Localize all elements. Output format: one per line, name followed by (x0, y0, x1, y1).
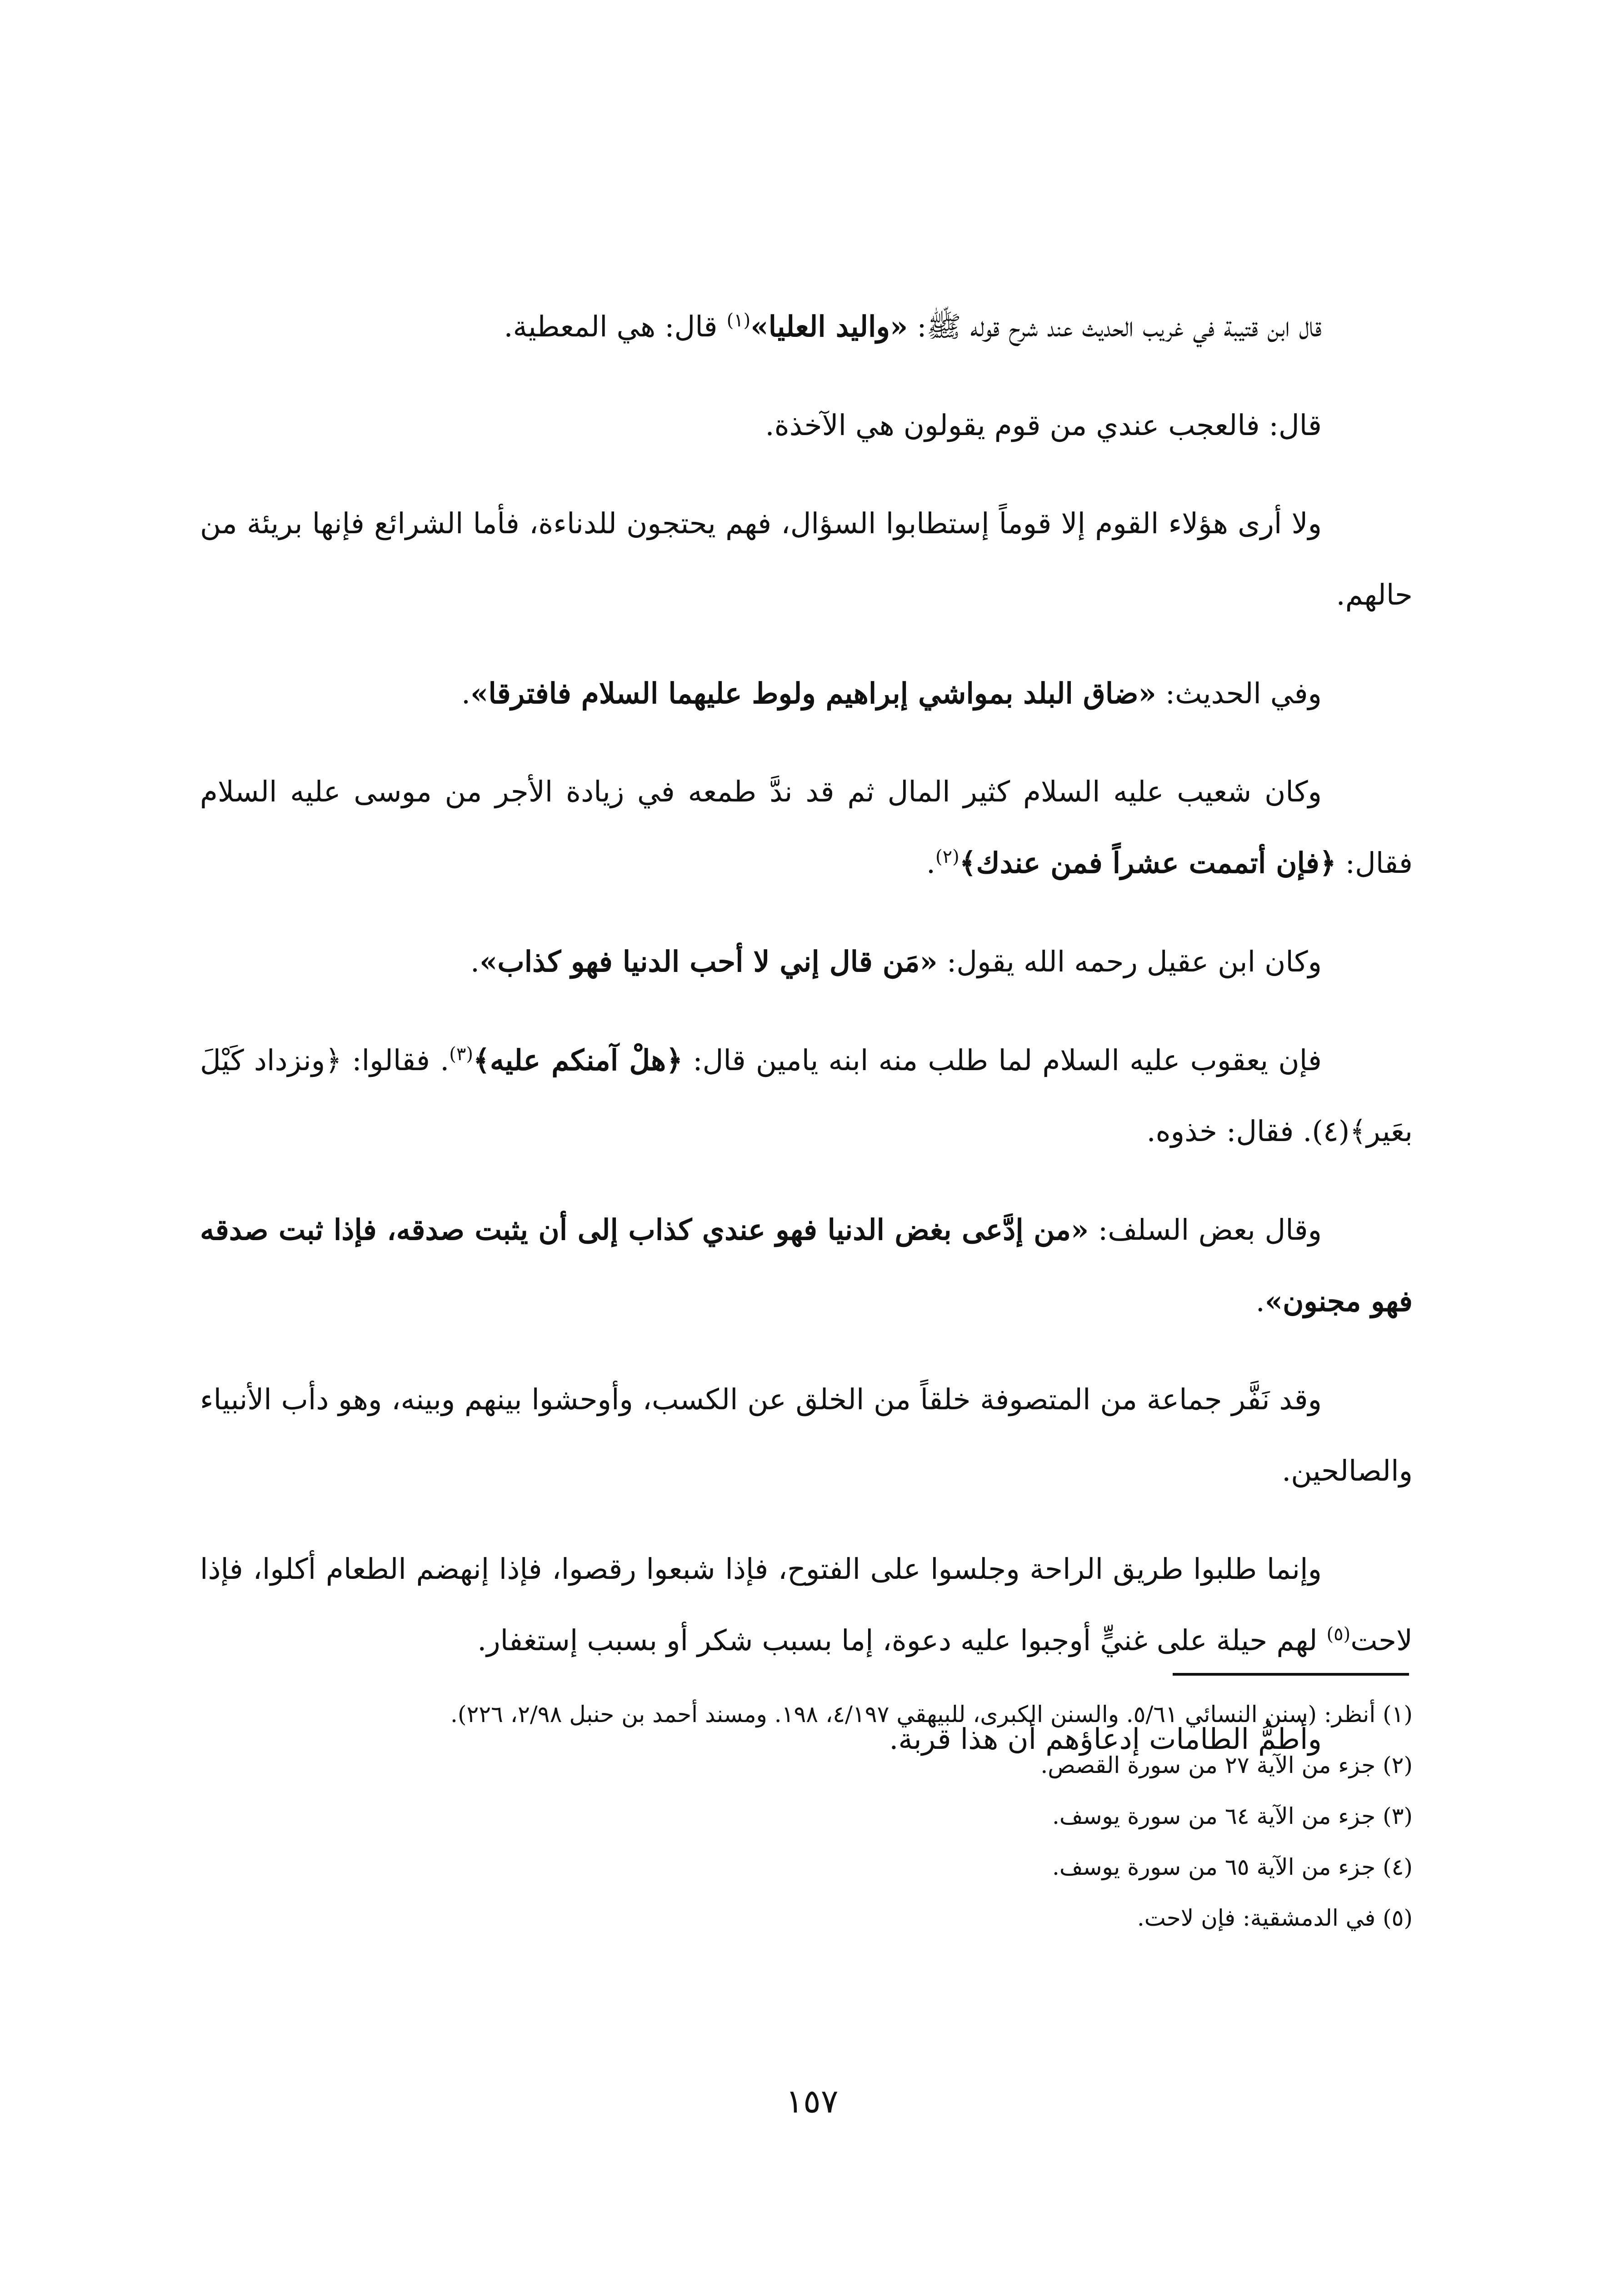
quranic-verse: ﴿فإن أتممت عشراً فمن عندك﴾ (959, 846, 1336, 880)
paragraph-text: قال ابن قتيبة في غريب الحديث عند شرح قوله ﷺ: (908, 310, 1322, 343)
footnote-ref: (٢) (935, 846, 959, 867)
paragraph-9 (200, 1364, 1413, 1507)
paragraph-text: وكان شعيب عليه السلام كثير المال ثم قد ندَّ طمعه في زيادة الأجر من موسى عليه السلام فقال: (200, 775, 1413, 880)
paragraph-6 (200, 926, 1413, 997)
paragraph-text: وقال بعض السلف: (1089, 1213, 1322, 1247)
paragraph-4 (200, 658, 1413, 729)
footnote-ref: (٣) (449, 1044, 473, 1065)
footnote-5: (٥) في الدمشقية: فإن لاحت. (1137, 1905, 1413, 1931)
paragraph-1 (200, 291, 1413, 362)
footnote-ref: (٥) (1326, 1624, 1351, 1645)
footnotes (200, 1689, 1413, 1943)
paragraph-text: . (461, 677, 471, 710)
paragraph-text: وفي الحديث: (1156, 677, 1322, 710)
paragraph-3 (200, 488, 1413, 631)
footnote-1: (١) أنظر: (سنن النسائي ٥/٦١. والسنن الكبرى، للبيهقي ٤/١٩٧، ١٩٨. ومسند أحمد بن حنبل ٢/٩٨، ٢٢٦). (450, 1701, 1413, 1727)
paragraph-text: لهم حيلة على غنيٍّ أوجبوا عليه دعوة، إما بسبب شكر أو بسبب إستغفار. (477, 1624, 1327, 1657)
paragraph-text: . (470, 945, 480, 978)
paragraph-text: فإن يعقوب عليه السلام لما طلب منه ابنه يامين قال: (683, 1044, 1322, 1077)
footnote-4: (٤) جزء من الآية ٦٥ من سورة يوسف. (1052, 1854, 1413, 1880)
footnote-ref: (١) (726, 310, 751, 331)
paragraph-5 (200, 756, 1413, 899)
quranic-verse: ﴿هلْ آمنكم عليه﴾ (473, 1043, 683, 1077)
page-number: ١٥٧ (785, 2082, 839, 2120)
quoted-text: «مَن قال إني لا أحب الدنيا فهو كذاب» (479, 945, 938, 978)
footnote-2: (٢) جزء من الآية ٢٧ من سورة القصص. (1040, 1752, 1413, 1778)
paragraph-text: قال: فالعجب عندي من قوم يقولون هي الآخذة. (765, 409, 1322, 442)
paragraph-7 (200, 1025, 1413, 1167)
paragraph-2 (200, 390, 1413, 461)
paragraph-text: وأطمُّ الطامات إدعاؤهم أن هذا قربة. (889, 1722, 1322, 1756)
paragraph-text: وكان ابن عقيل رحمه الله يقول: (937, 945, 1322, 978)
footnote-3: (٣) جزء من الآية ٦٤ من سورة يوسف. (1052, 1803, 1413, 1829)
paragraph-text: وقد نَفَّر جماعة من المتصوفة خلقاً من الخلق عن الكسب، وأوحشوا بينهم وبينه، وهو دأب الأنبياء والصالحين. (200, 1383, 1413, 1487)
quoted-text: «من إدَّعى بغض الدنيا فهو عندي كذاب إلى أن يثبت صدقه، فإذا ثبت صدقه فهو مجنون» (200, 1213, 1413, 1318)
paragraph-10 (200, 1534, 1413, 1676)
paragraph-text: . (926, 846, 936, 880)
quoted-hadith: «واليد العليا» (750, 310, 908, 343)
body-text (200, 291, 1413, 1802)
paragraph-text: . (1255, 1285, 1265, 1318)
paragraph-text: وإنما طلبوا طريق الراحة وجلسوا على الفتوح، فإذا شبعوا رقصوا، فإذا إنهضم الطعام أكلوا، فإذا لاحت (200, 1552, 1413, 1657)
quoted-hadith: «ضاق البلد بمواشي إبراهيم ولوط عليهما السلام فافترقا» (470, 676, 1156, 710)
paragraph-text: قال: هي المعطية. (504, 310, 727, 343)
paragraph-text: ولا أرى هؤلاء القوم إلا قوماً إستطابوا السؤال، فهم يحتجون للدناءة، فأما الشرائع فإنها بريئة من حالهم. (200, 507, 1413, 611)
paragraph-text: . فقالوا: ﴿ونزداد كَيْلَ بعَير﴾(٤). فقال: خذوه. (200, 1044, 1413, 1148)
footnote-separator (1173, 1673, 1409, 1676)
paragraph-8 (200, 1194, 1413, 1337)
